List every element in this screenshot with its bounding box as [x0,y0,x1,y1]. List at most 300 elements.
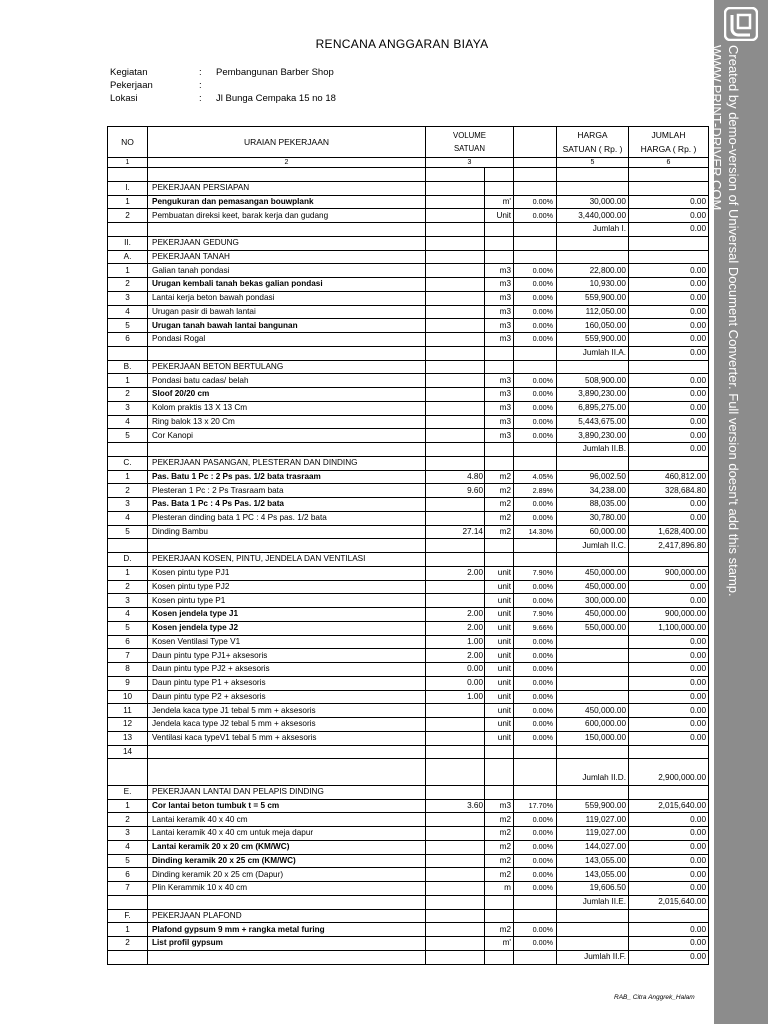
unit-value [485,950,514,964]
unit-price [557,745,629,759]
row-number [108,759,148,772]
header-harga [557,127,629,158]
header-harga-line1: HARGA [577,130,608,140]
row-number: 10 [108,690,148,704]
total-price: 2,015,640.00 [629,895,709,909]
percentage-value: 0.00% [514,401,557,415]
volume-value [426,868,485,882]
header-blank [514,127,557,158]
row-number: 13 [108,731,148,745]
unit-price: 34,238.00 [557,484,629,498]
volume-value: 2.00 [426,621,485,635]
unit-price: 150,000.00 [557,731,629,745]
percentage-value [514,456,557,470]
unit-value [485,553,514,567]
volume-value [426,209,485,223]
info-colon: : [199,93,202,104]
unit-value [485,360,514,374]
unit-price: Jumlah II.C. [557,539,629,553]
item-description: Kosen Ventilasi Type V1 [148,635,426,649]
item-description: Kosen jendela type J1 [148,608,426,622]
item-description: Lantai kerja beton bawah pondasi [148,291,426,305]
item-description: Kosen pintu type PJ2 [148,580,426,594]
item-description: Plin Kerammik 10 x 40 cm [148,882,426,896]
item-description [148,346,426,360]
volume-value [426,704,485,718]
header-harga-line2: SATUAN ( Rp. ) [562,144,623,154]
item-description [148,950,426,964]
unit-price [557,676,629,690]
volume-value [426,923,485,937]
total-price: 2,417,896.80 [629,539,709,553]
percentage-value: 7.90% [514,608,557,622]
row-number: 6 [108,333,148,347]
percentage-value: 0.00% [514,731,557,745]
unit-price [557,236,629,250]
unit-price: 19,606.50 [557,882,629,896]
unit-value [485,909,514,923]
volume-value [426,840,485,854]
table-row [108,827,709,841]
table-row [108,950,709,964]
unit-price: 143,055.00 [557,868,629,882]
unit-value: m2 [485,484,514,498]
total-price [629,785,709,799]
table-row [108,360,709,374]
percentage-value [514,895,557,909]
row-number: F. [108,909,148,923]
item-description: Daun pintu type PJ1+ aksesoris [148,649,426,663]
volume-value [426,360,485,374]
table-row [108,731,709,745]
total-price: 0.00 [629,388,709,402]
percentage-value: 0.00% [514,663,557,677]
percentage-value: 0.00% [514,319,557,333]
total-price: 0.00 [629,840,709,854]
total-price: 0.00 [629,305,709,319]
total-price: 0.00 [629,195,709,209]
percentage-value: 0.00% [514,690,557,704]
total-price: 0.00 [629,209,709,223]
total-price [629,909,709,923]
unit-price [557,909,629,923]
row-number: 1 [108,264,148,278]
percentage-value: 0.00% [514,882,557,896]
unit-value: m3 [485,291,514,305]
unit-value [485,181,514,195]
item-description: Lantai keramik 40 x 40 cm untuk meja dapur [148,827,426,841]
unit-value [485,772,514,785]
info-label: Lokasi [110,93,138,104]
total-price: 0.00 [629,401,709,415]
info-value: Pembangunan Barber Shop [216,67,334,78]
volume-value [426,415,485,429]
volume-value [426,443,485,457]
table-row [108,704,709,718]
total-price: 2,015,640.00 [629,799,709,813]
table-row [108,718,709,732]
unit-price: Jumlah II.B. [557,443,629,457]
percentage-value: 17.70% [514,799,557,813]
volume-value [426,772,485,785]
item-description: Kosen pintu type P1 [148,594,426,608]
page-footer: RAB_ Citra Anggrek_Halam [614,994,695,1001]
row-number: 7 [108,882,148,896]
row-number [108,950,148,964]
unit-value: m' [485,195,514,209]
percentage-value [514,346,557,360]
unit-value: m3 [485,305,514,319]
info-label: Kegiatan [110,67,148,78]
unit-price: 144,027.00 [557,840,629,854]
row-number [108,223,148,237]
row-number: 2 [108,209,148,223]
row-number: 3 [108,401,148,415]
percentage-value [514,223,557,237]
total-price: 900,000.00 [629,608,709,622]
unit-price: 5,443,675.00 [557,415,629,429]
volume-value [426,895,485,909]
unit-value: m3 [485,319,514,333]
unit-price [557,649,629,663]
unit-value: m2 [485,470,514,484]
percentage-value: 0.00% [514,704,557,718]
percentage-value: 2.89% [514,484,557,498]
percentage-value [514,950,557,964]
unit-price: 300,000.00 [557,594,629,608]
total-price: 0.00 [629,854,709,868]
row-number: 2 [108,388,148,402]
item-description: Cor Kanopi [148,429,426,443]
total-price: 0.00 [629,580,709,594]
header-jumlah [629,127,709,158]
table-row [108,525,709,539]
table-row [108,236,709,250]
unit-value [485,346,514,360]
volume-value [426,333,485,347]
volume-value [426,759,485,772]
row-number: 4 [108,305,148,319]
unit-value: unit [485,690,514,704]
total-price: 900,000.00 [629,566,709,580]
volume-value [426,539,485,553]
table-row [108,553,709,567]
unit-value [485,539,514,553]
header-uraian: URAIAN PEKERJAAN [148,127,426,158]
table-row [108,264,709,278]
table-row [108,594,709,608]
total-price: 0.00 [629,346,709,360]
total-price: 0.00 [629,813,709,827]
item-description: Daun pintu type P2 + aksesoris [148,690,426,704]
volume-value [426,456,485,470]
total-price: 0.00 [629,649,709,663]
unit-price: 559,900.00 [557,291,629,305]
percentage-value [514,745,557,759]
total-price: 0.00 [629,923,709,937]
item-description: Plesteran 1 Pc : 2 Ps Trasraam bata [148,484,426,498]
percentage-value: 0.00% [514,676,557,690]
table-row [108,566,709,580]
unit-price: 600,000.00 [557,718,629,732]
total-price [629,759,709,772]
volume-value: 1.00 [426,635,485,649]
table-row [108,745,709,759]
unit-price: 559,900.00 [557,333,629,347]
row-number: 1 [108,470,148,484]
volume-value: 9.60 [426,484,485,498]
percentage-value [514,443,557,457]
table-row [108,895,709,909]
percentage-value: 0.00% [514,718,557,732]
volume-value: 4.80 [426,470,485,484]
row-number: 4 [108,415,148,429]
unit-price: 450,000.00 [557,580,629,594]
volume-value [426,264,485,278]
unit-value: unit [485,731,514,745]
row-number [108,346,148,360]
table-row [108,443,709,457]
item-description: Jendela kaca type J2 tebal 5 mm + aksesoris [148,718,426,732]
total-price: 1,628,400.00 [629,525,709,539]
volume-value: 27.14 [426,525,485,539]
volume-value [426,236,485,250]
unit-value: m2 [485,813,514,827]
percentage-value: 0.00% [514,511,557,525]
table-row [108,909,709,923]
total-price: 0.00 [629,690,709,704]
percentage-value: 0.00% [514,264,557,278]
table-row [108,415,709,429]
item-description: Daun pintu type PJ2 + aksesoris [148,663,426,677]
watermark-text [708,45,742,597]
row-number: 3 [108,594,148,608]
volume-value: 2.00 [426,608,485,622]
table-row [108,772,709,785]
unit-price: 450,000.00 [557,608,629,622]
unit-value: m' [485,937,514,951]
percentage-value [514,168,557,182]
table-row [108,181,709,195]
item-description: Daun pintu type P1 + aksesoris [148,676,426,690]
unit-price: 550,000.00 [557,621,629,635]
unit-price: Jumlah II.F. [557,950,629,964]
row-number: 14 [108,745,148,759]
percentage-value: 0.00% [514,923,557,937]
row-number [108,895,148,909]
unit-price: 559,900.00 [557,799,629,813]
volume-value: 0.00 [426,663,485,677]
percentage-value: 0.00% [514,333,557,347]
row-number: 7 [108,649,148,663]
percentage-value: 0.00% [514,937,557,951]
unit-value [485,785,514,799]
total-price: 0.00 [629,374,709,388]
percentage-value: 7.90% [514,566,557,580]
total-price [629,250,709,264]
table-row [108,539,709,553]
item-description [148,895,426,909]
row-number: 4 [108,511,148,525]
row-number: 5 [108,854,148,868]
item-description: Cor lantai beton tumbuk t = 5 cm [148,799,426,813]
table-row [108,649,709,663]
table-row [108,882,709,896]
unit-value: m3 [485,374,514,388]
index-cell [514,158,557,168]
item-description: Ventilasi kaca typeV1 tebal 5 mm + aksesoris [148,731,426,745]
unit-price: 508,900.00 [557,374,629,388]
item-description [148,539,426,553]
index-cell: 5 [557,158,629,168]
volume-value [426,854,485,868]
total-price [629,168,709,182]
table-row [108,209,709,223]
unit-price [557,553,629,567]
table-row [108,291,709,305]
table-index-row [108,158,709,168]
volume-value [426,745,485,759]
unit-value: m3 [485,278,514,292]
volume-value [426,813,485,827]
row-number: 12 [108,718,148,732]
unit-price: 88,035.00 [557,498,629,512]
percentage-value: 0.00% [514,813,557,827]
unit-price [557,785,629,799]
table-row [108,484,709,498]
row-number: I. [108,181,148,195]
percentage-value: 0.00% [514,854,557,868]
unit-price [557,360,629,374]
volume-value [426,181,485,195]
item-description: Lantai keramik 20 x 20 cm (KM/WC) [148,840,426,854]
row-number: 3 [108,498,148,512]
percentage-value: 0.00% [514,209,557,223]
row-number: II. [108,236,148,250]
unit-value: unit [485,718,514,732]
index-cell: 3 [426,158,514,168]
total-price: 0.00 [629,333,709,347]
table-row [108,278,709,292]
unit-price [557,759,629,772]
percentage-value: 0.00% [514,498,557,512]
table-row [108,635,709,649]
unit-price: Jumlah II.D. [557,772,629,785]
total-price: 2,900,000.00 [629,772,709,785]
unit-price: 30,780.00 [557,511,629,525]
row-number: 6 [108,635,148,649]
table-row [108,868,709,882]
percentage-value: 9.66% [514,621,557,635]
percentage-value [514,236,557,250]
volume-value [426,401,485,415]
total-price: 0.00 [629,429,709,443]
unit-value [485,443,514,457]
total-price: 0.00 [629,882,709,896]
table-row [108,923,709,937]
item-description: PEKERJAAN TANAH [148,250,426,264]
unit-value: m3 [485,388,514,402]
row-number: 1 [108,923,148,937]
volume-value [426,195,485,209]
unit-price: 112,050.00 [557,305,629,319]
unit-value: m3 [485,333,514,347]
unit-price: 3,890,230.00 [557,388,629,402]
table-row [108,319,709,333]
item-description: Jendela kaca type J1 tebal 5 mm + aksesoris [148,704,426,718]
item-description: Plafond gypsum 9 mm + rangka metal furing [148,923,426,937]
unit-price: 6,895,275.00 [557,401,629,415]
unit-value: m3 [485,401,514,415]
item-description: PEKERJAAN PERSIAPAN [148,181,426,195]
item-description: Pengukuran dan pemasangan bouwplank [148,195,426,209]
table-row [108,676,709,690]
table-row [108,195,709,209]
table-row [108,937,709,951]
item-description: Pas. Bata 1 Pc : 4 Ps Pas. 1/2 bata [148,498,426,512]
row-number: E. [108,785,148,799]
item-description: Dinding Bambu [148,525,426,539]
total-price: 0.00 [629,511,709,525]
unit-value: Unit [485,209,514,223]
unit-value: unit [485,621,514,635]
unit-value: unit [485,608,514,622]
total-price: 0.00 [629,278,709,292]
table-row [108,374,709,388]
unit-price [557,937,629,951]
table-row [108,840,709,854]
header-volume-line2: SATUAN [453,144,486,153]
row-number: 2 [108,278,148,292]
unit-price [557,923,629,937]
unit-price: 450,000.00 [557,704,629,718]
row-number: 5 [108,319,148,333]
percentage-value: 0.00% [514,580,557,594]
percentage-value: 0.00% [514,195,557,209]
percentage-value: 0.00% [514,429,557,443]
unit-value: unit [485,663,514,677]
item-description: PEKERJAAN LANTAI DAN PELAPIS DINDING [148,785,426,799]
unit-value: m2 [485,827,514,841]
volume-value [426,291,485,305]
unit-value: unit [485,704,514,718]
unit-value [485,250,514,264]
table-row [108,785,709,799]
header-no: NO [108,127,148,158]
volume-value [426,785,485,799]
header-volume-line1: VOLUME [453,131,486,140]
unit-price: Jumlah II.E. [557,895,629,909]
row-number: 6 [108,868,148,882]
unit-value: m2 [485,511,514,525]
volume-value: 0.00 [426,676,485,690]
volume-value [426,278,485,292]
unit-price: 3,440,000.00 [557,209,629,223]
item-description: Urugan kembali tanah bekas galian pondasi [148,278,426,292]
index-cell: 6 [629,158,709,168]
table-row [108,608,709,622]
unit-value: unit [485,594,514,608]
table-row [108,690,709,704]
unit-value: m2 [485,840,514,854]
item-description [148,772,426,785]
unit-price [557,181,629,195]
row-number: 2 [108,580,148,594]
unit-value: m2 [485,525,514,539]
unit-price: Jumlah I. [557,223,629,237]
table-row [108,498,709,512]
unit-value: m [485,882,514,896]
